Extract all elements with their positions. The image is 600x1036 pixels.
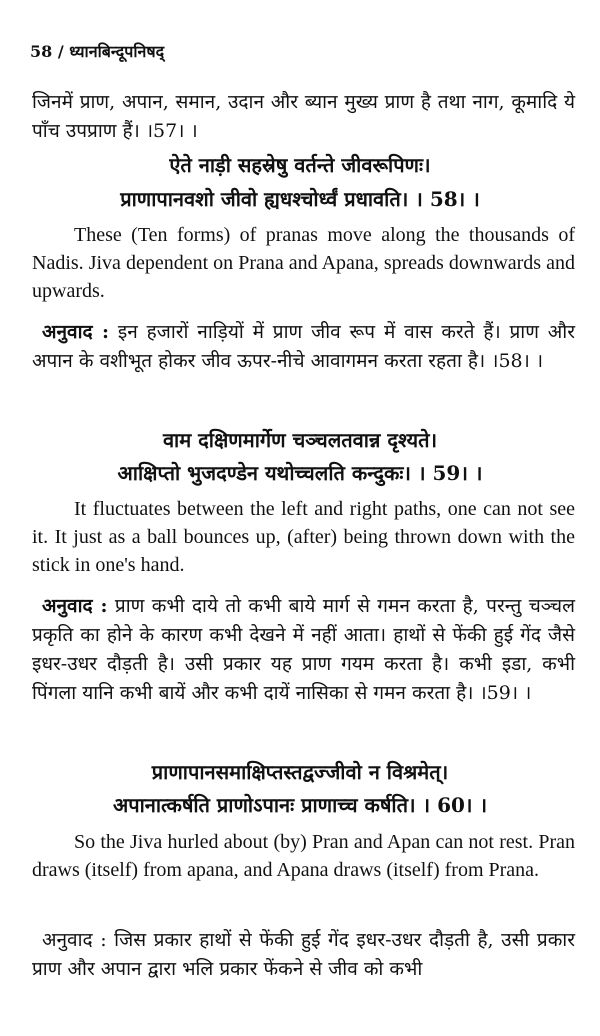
page-number: 58 [30, 42, 53, 61]
hindi-translation-58 [32, 318, 575, 376]
hindi-translation-60-text: जिस प्रकार हाथों से फेंकी हुई गेंद इधर-उधर दौड़ती है, उसी प्रकार प्राण और अपान द्वारा भलि प्रकार फेंकने से जीव को कभी [32, 929, 575, 980]
verse-58-line-1: ऐते नाड़ी सहस्रेषु वर्तन्ते जीवरूपिणः। [169, 153, 431, 177]
english-translation-58: These (Ten forms) of pranas move along the thousands of Nadis. Jiva dependent on Prana and Apana, spreads downwards and upwards. [32, 224, 575, 302]
header-separator: / [57, 42, 64, 61]
book-title: ध्यानबिन्दूपनिषद् [69, 42, 165, 61]
verse-59-line-2: आक्षिप्तो भुजदण्डेन यथोच्चलति कन्दुकः। । 59। । [117, 461, 483, 485]
english-translation-59: It fluctuates between the left and right paths, one can not see it. It just as a ball bounces up, (after) being thrown down with the stick in one's hand. [32, 498, 575, 576]
hindi-translation-60 [32, 926, 575, 984]
hindi-translation-58-text: इन हजारों नाड़ियों में प्राण जीव रूप में वास करते हैं। प्राण और अपान के वशीभूत होकर जीव ऊपर-नीचे आवागमन करता रहता है। ।58। । [32, 321, 575, 372]
verse-58-line-2: प्राणापानवशो जीवो ह्यधश्चोर्ध्वं प्रधावति। । 58। । [120, 187, 480, 211]
anuvad-label: अनुवाद : [42, 929, 107, 951]
verse-60-line-1: प्राणापानसमाक्षिप्तस्तद्वज्जीवो न विश्रमेत्। [151, 760, 449, 784]
verse-60-line-2: अपानात्कर्षति प्राणोऽपानः प्राणाच्च कर्षति। । 60। । [112, 793, 488, 817]
english-translation-60: So the Jiva hurled about (by) Pran and Apan can not rest. Pran draws (itself) from apana, and Apana draws (itself) from Prana. [32, 831, 575, 881]
hindi-translation-59 [32, 592, 575, 708]
running-header [30, 40, 164, 62]
hindi-paragraph-57: जिनमें प्राण, अपान, समान, उदान और ब्यान मुख्य प्राण है तथा नाग, कूमादि ये पाँच उपप्राण हैं। ।57। । [32, 91, 575, 142]
verse-59-line-1: वाम दक्षिणमार्गेण चञ्चलतवान्न दृश्यते। [162, 428, 438, 452]
hindi-translation-59-text: प्राण कभी दाये तो कभी बाये मार्ग से गमन करता है, परन्तु चञ्चल प्रकृति का होने के कारण कभी देखने में नहीं आता। हाथों से फेंकी हुई गेंद जैसे इधर-उधर दौड़ती है। उसी प्रकार यह प्राण गयम करता है। कभी इडा, कभी पिंगला यानि कभी बायें और कभी दायें नासिका से गमन करता है। ।59। । [32, 595, 576, 704]
anuvad-label: अनुवाद : [42, 595, 108, 617]
anuvad-label: अनुवाद : [42, 321, 110, 343]
